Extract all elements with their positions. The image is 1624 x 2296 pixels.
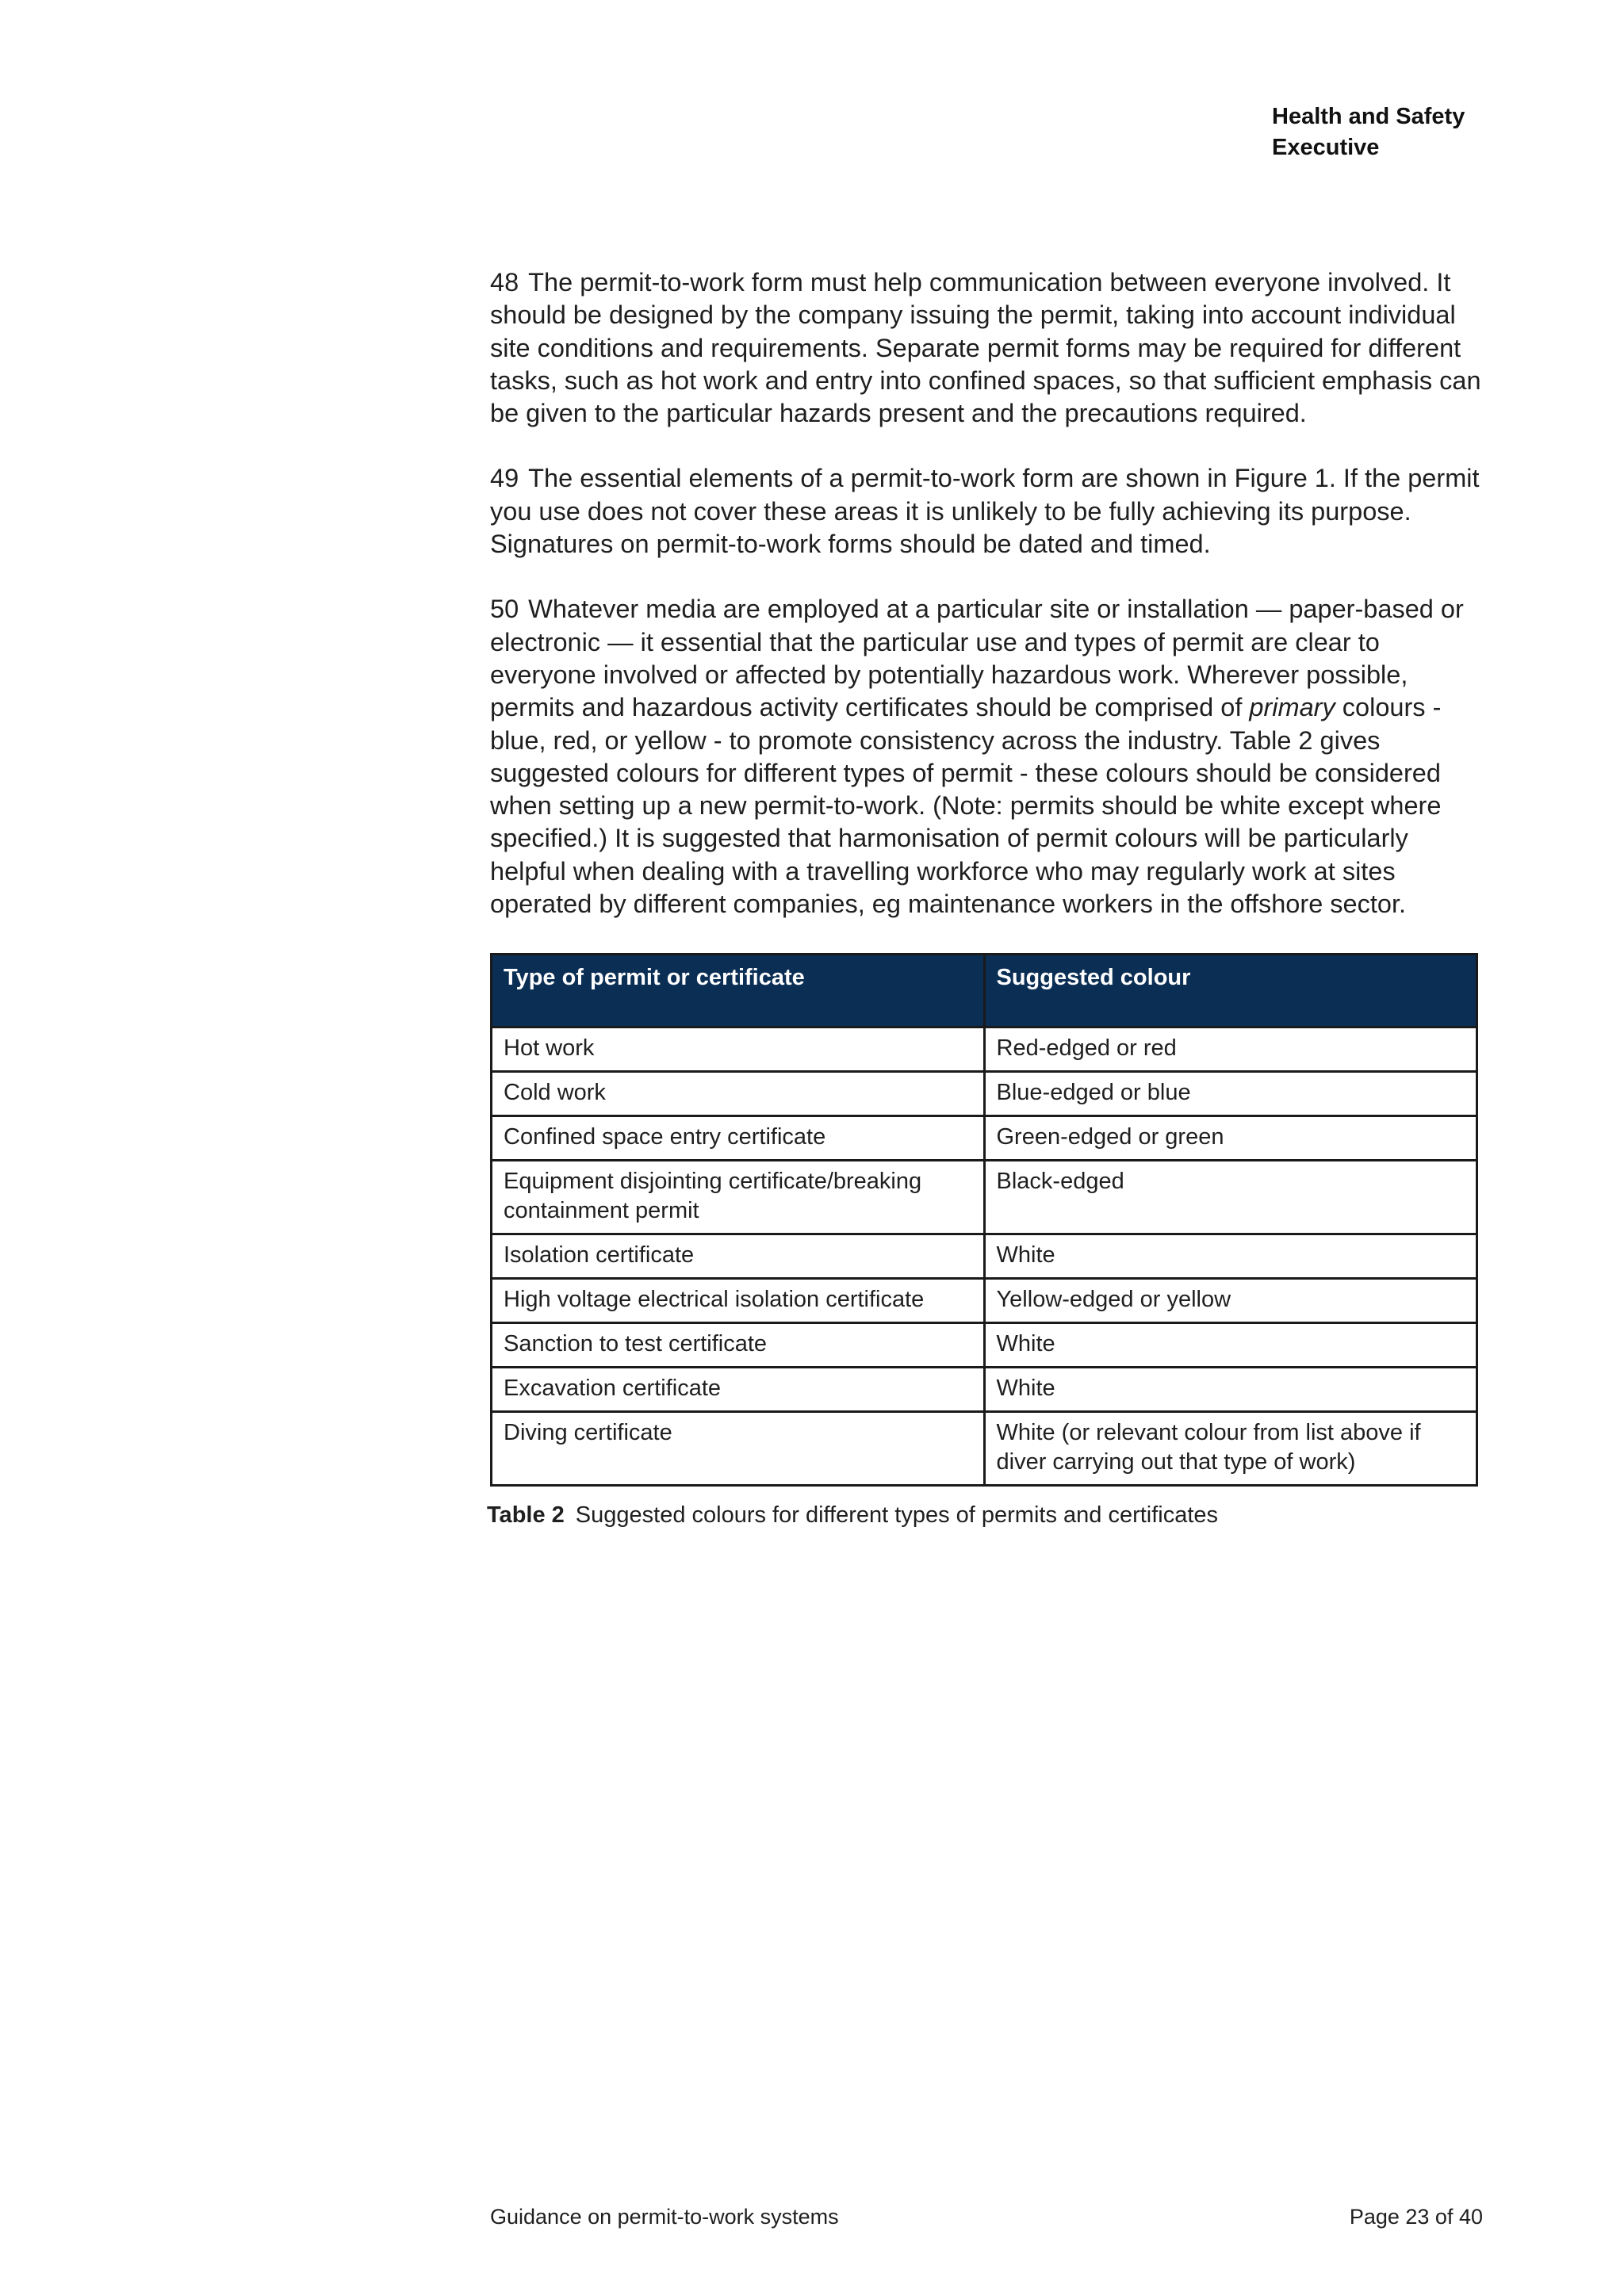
column-header-type: Type of permit or certificate [492, 955, 985, 1027]
suggested-colour-cell: Green-edged or green [984, 1116, 1477, 1161]
paragraph-48 [490, 266, 1481, 430]
suggested-colour-cell: White (or relevant colour from list above if diver carrying out that type of work) [984, 1412, 1477, 1486]
permit-type-cell: High voltage electrical isolation certificate [492, 1279, 985, 1323]
paragraph-49 [490, 462, 1481, 561]
table-row [492, 1323, 1477, 1368]
suggested-colour-cell: Red-edged or red [984, 1027, 1477, 1072]
permit-type-cell: Hot work [492, 1027, 985, 1072]
permit-type-cell: Equipment disjointing certificate/breaking containment permit [492, 1161, 985, 1234]
suggested-colour-cell: White [984, 1368, 1477, 1412]
table-caption-label: Table 2 [487, 1502, 565, 1529]
organisation-line-2: Executive [1272, 135, 1380, 160]
table-caption [487, 1501, 1481, 1530]
paragraph-text-before: Whatever media are employed at a particular site or installation — paper-based or electronic — it essential that the particular use and types of permit are clear to everyone involved or affected by potentially hazardous work. Wherever possible, permits and hazardous activity certificates should be comprised of [490, 595, 1464, 722]
table-row [492, 1412, 1477, 1486]
suggested-colour-cell: Black-edged [984, 1161, 1477, 1234]
permit-type-cell: Excavation certificate [492, 1368, 985, 1412]
table-row [492, 1234, 1477, 1279]
footer-document-title: Guidance on permit-to-work systems [490, 2205, 839, 2229]
permit-type-cell: Confined space entry certificate [492, 1116, 985, 1161]
table-row [492, 1116, 1477, 1161]
paragraph-number: 50 [490, 595, 519, 624]
column-header-colour: Suggested colour [984, 955, 1477, 1027]
organisation-line-1: Health and Safety [1272, 104, 1465, 129]
table-row [492, 1279, 1477, 1323]
table-row [492, 1027, 1477, 1072]
suggested-colour-cell: Blue-edged or blue [984, 1072, 1477, 1116]
permit-type-cell: Cold work [492, 1072, 985, 1116]
paragraph-number: 49 [490, 464, 519, 493]
table-row [492, 1072, 1477, 1116]
permit-type-cell: Isolation certificate [492, 1234, 985, 1279]
permit-colours-table [490, 953, 1478, 1487]
paragraph-number: 48 [490, 268, 519, 297]
table-caption-text: Suggested colours for different types of permits and certificates [575, 1502, 1219, 1529]
table-row [492, 1161, 1477, 1234]
table-row [492, 1368, 1477, 1412]
suggested-colour-cell: Yellow-edged or yellow [984, 1279, 1477, 1323]
organisation-name [1272, 101, 1465, 163]
main-content [487, 266, 1481, 1530]
paragraph-text: The permit-to-work form must help communication between everyone involved. It should be designed by the company issuing the permit, taking into account individual site conditions and requirements. Separate permit forms may be required for different tasks, such as hot work and entry into confined spaces, so that sufficient emphasis can be given to the particular hazards present and the precautions required. [490, 268, 1481, 428]
paragraph-text: The essential elements of a permit-to-work form are shown in Figure 1. If the permit you use does not cover these areas it is unlikely to be fully achieving its purpose. Signatures on permit-to-work forms should be dated and timed. [490, 464, 1480, 559]
suggested-colour-cell: White [984, 1323, 1477, 1368]
permit-type-cell: Diving certificate [492, 1412, 985, 1486]
suggested-colour-cell: White [984, 1234, 1477, 1279]
paragraph-50 [490, 593, 1481, 920]
paragraph-text-after: colours - blue, red, or yellow - to promote consistency across the industry. Table 2 gives suggested colours for different types of permit - these colours should be considered when setting up a new permit-to-work. (Note: permits should be white except where specified.) It is suggested that harmonisation of permit colours will be particularly helpful when dealing with a travelling workforce who may regularly work at sites operated by different companies, eg maintenance workers in the offshore sector. [490, 693, 1442, 919]
footer-page-number: Page 23 of 40 [1349, 2205, 1483, 2229]
emphasis-primary: primary [1249, 693, 1335, 722]
permit-type-cell: Sanction to test certificate [492, 1323, 985, 1368]
table-header-row [492, 955, 1477, 1027]
